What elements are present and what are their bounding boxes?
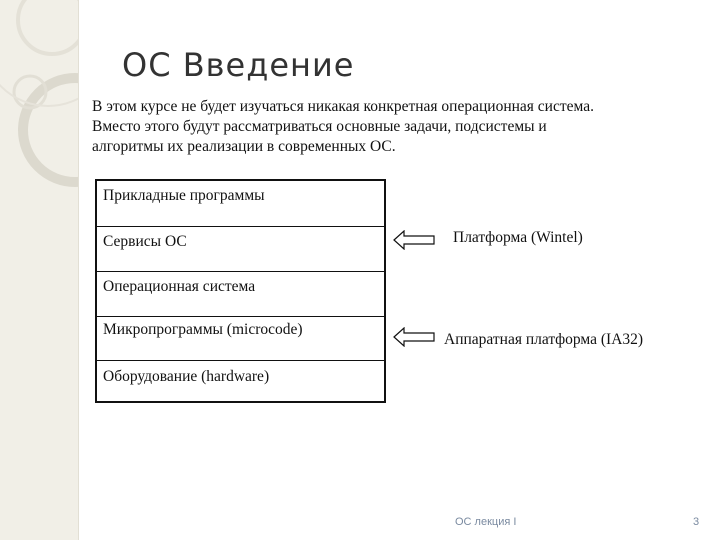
decorative-rings [0, 0, 78, 540]
intro-line: Вместо этого будут рассматриваться основные задачи, подсистемы и [92, 118, 547, 135]
panel-divider [78, 0, 79, 540]
page-number: 3 [693, 516, 700, 528]
layer-stack-diagram [95, 179, 386, 403]
decorative-side-panel [0, 0, 78, 540]
slide-title: ОС Введение [122, 46, 355, 84]
left-arrow-icon [393, 230, 435, 250]
layer-os-services: Сервисы ОС [97, 227, 384, 272]
platform-label-software: Платформа (Wintel) [453, 229, 583, 246]
footer-lecture-label: ОС лекция I [455, 516, 517, 528]
platform-label-hardware: Аппаратная платформа (IA32) [444, 331, 644, 348]
left-arrow-icon [393, 327, 435, 347]
intro-text [92, 97, 702, 157]
layer-applications: Прикладные программы [97, 181, 384, 227]
layer-hardware: Оборудование (hardware) [103, 368, 270, 385]
intro-line: алгоритмы их реализации в современных ОС. [92, 138, 396, 155]
layer-operating-system: Операционная система [97, 272, 384, 317]
layer-microcode: Микропрограммы (microcode) [97, 317, 384, 361]
intro-line: В этом курсе не будет изучаться никакая конкретная операционная система. [92, 98, 594, 115]
